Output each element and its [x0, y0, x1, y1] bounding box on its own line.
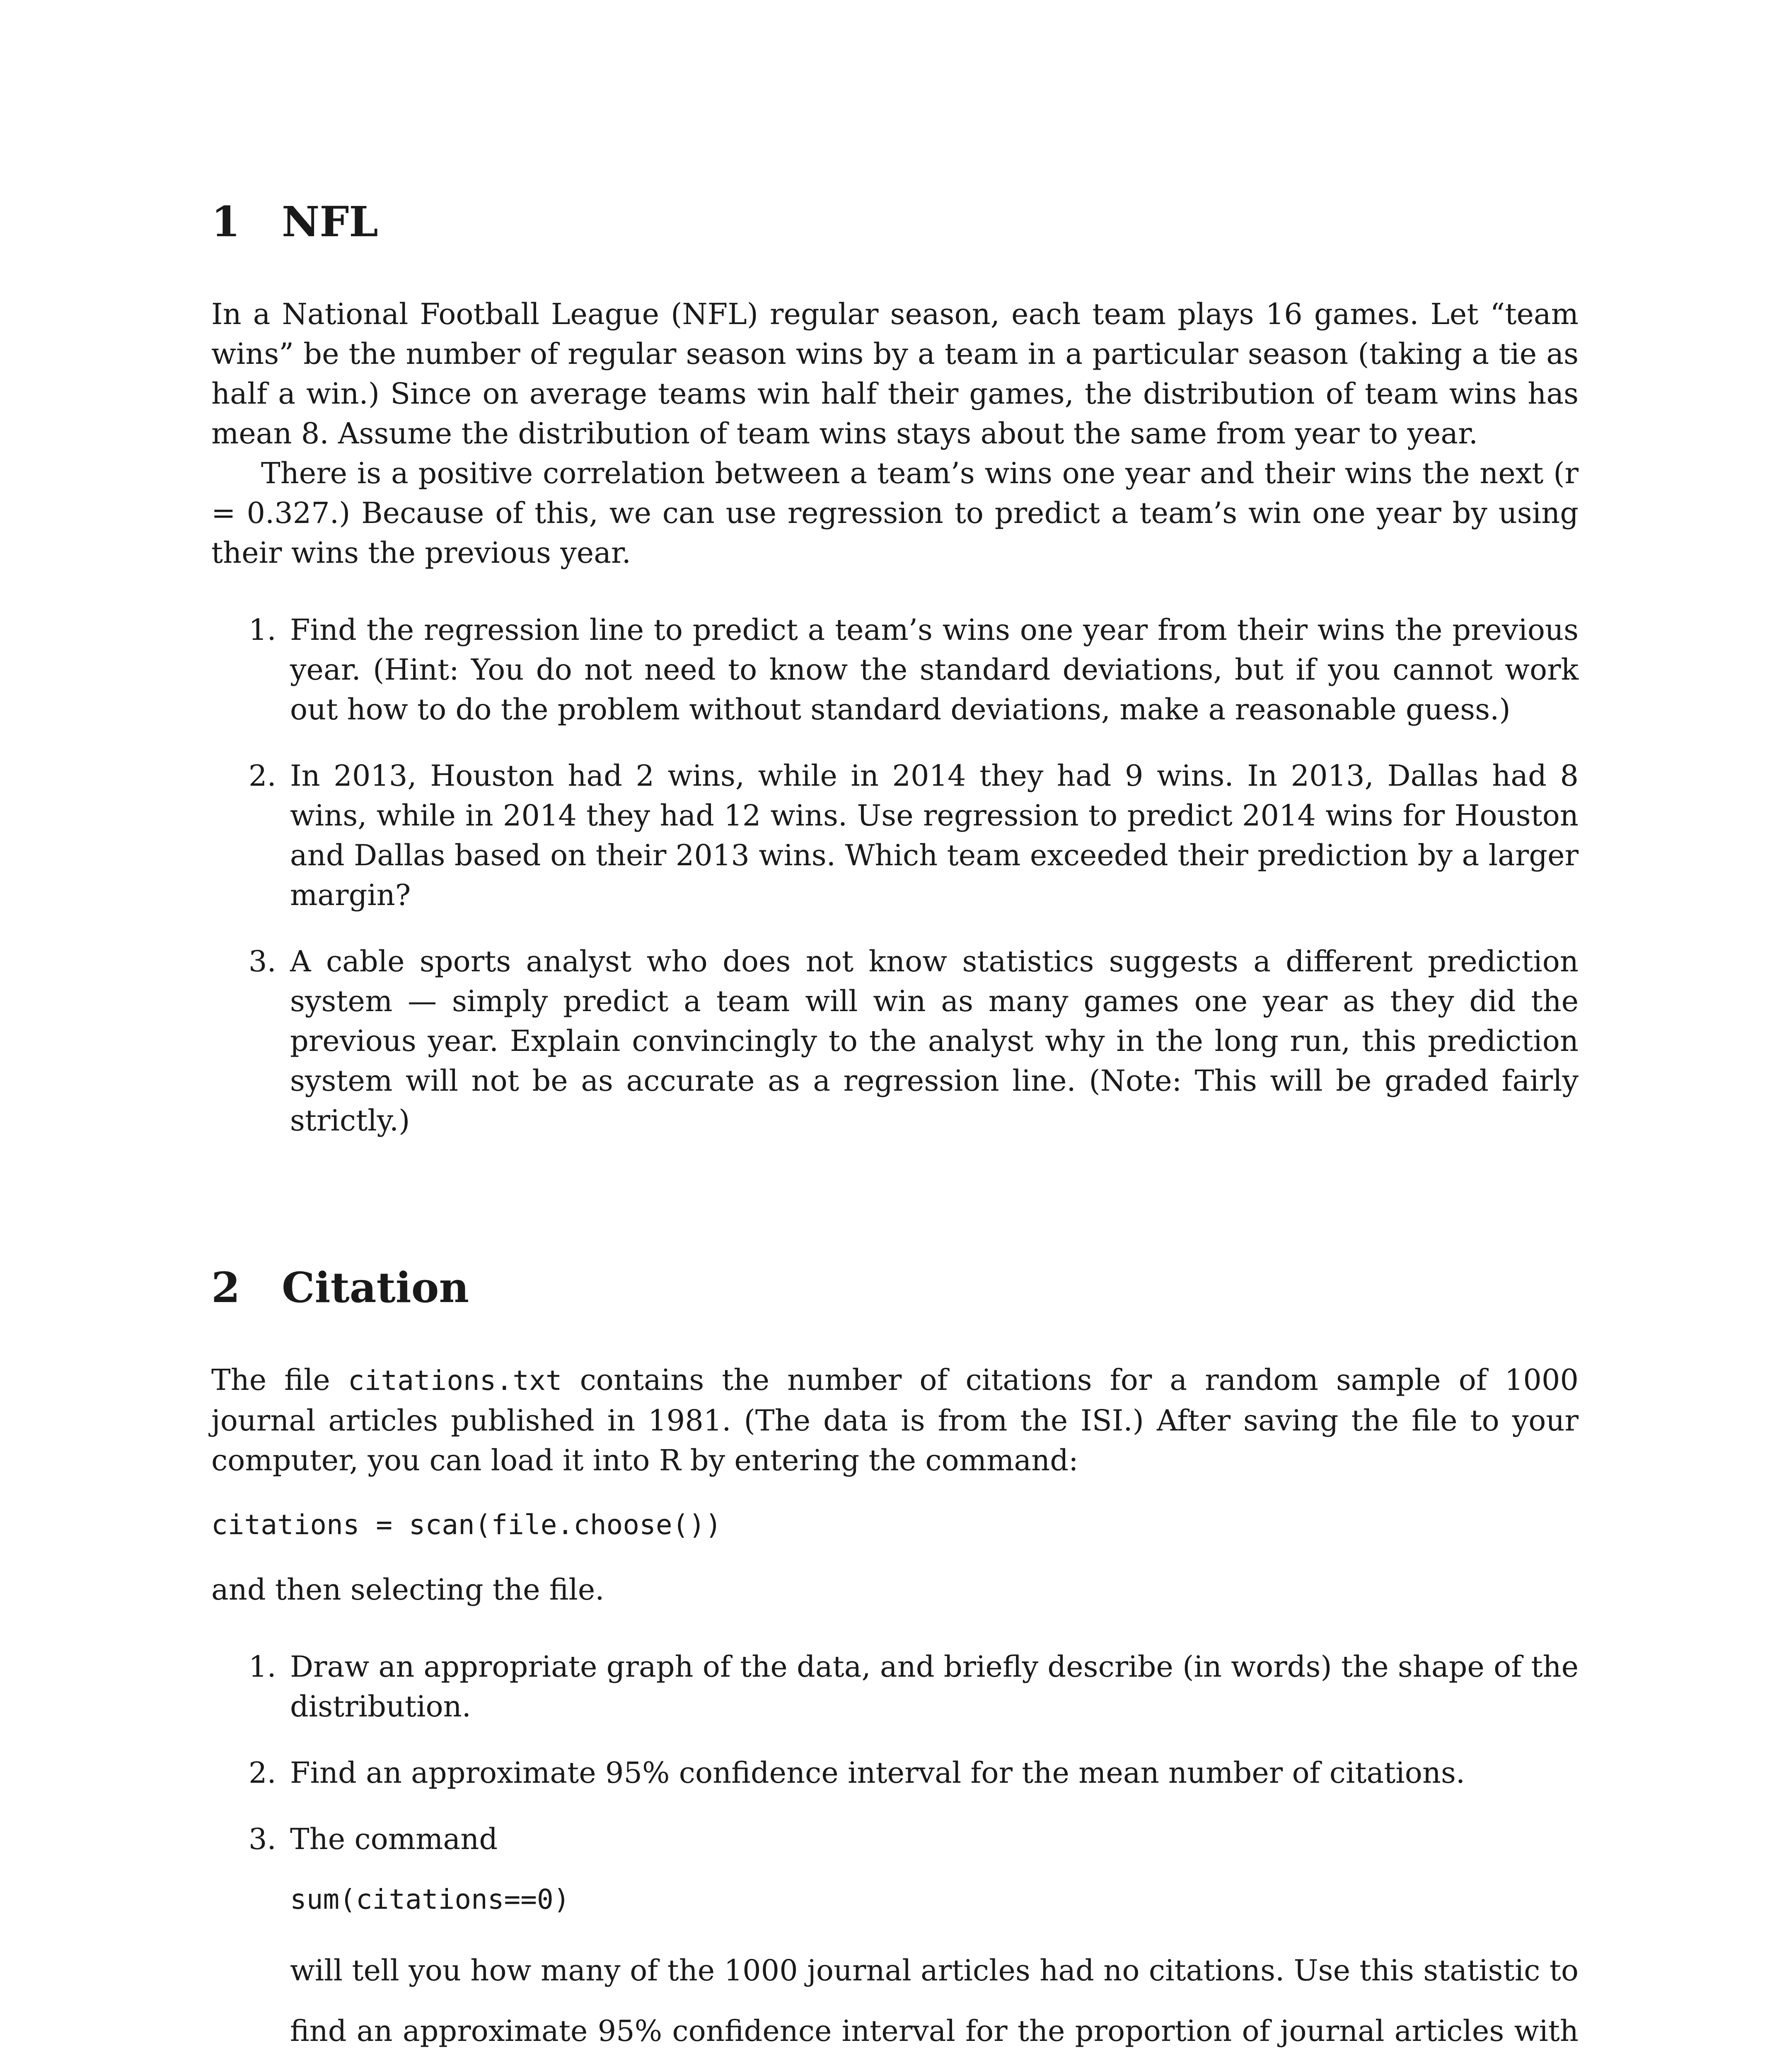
list-marker: 3.	[249, 1822, 276, 1856]
question-text: In 2013, Houston had 2 wins, while in 2014 they had 9 wins. In 2013, Dallas had 8 wins, while in 2014 they had 12 wins. Use regression to predict 2014 wins for Houston and Dallas based on their 2013 wins. Which team exceeded their prediction by a larger margin?	[290, 759, 1579, 912]
filename-code: citations.txt	[348, 1365, 562, 1397]
section-1-question-list	[211, 610, 1579, 1140]
section-2-paragraph-1	[211, 1360, 1579, 1480]
list-marker: 3.	[249, 944, 276, 978]
section-2-paragraph-2: and then selecting the file.	[211, 1573, 604, 1607]
section-2-title: Citation	[282, 1263, 469, 1312]
r-command-code: citations = scan(file.choose())	[211, 1509, 722, 1541]
list-marker: 1.	[249, 613, 276, 647]
question-text: Find the regression line to predict a team’s wins one year from their wins the previous year. (Hint: You do not need to know the standard deviations, but if you cannot work out how to do the problem without standard deviations, make a reasonable guess.)	[290, 613, 1579, 726]
question-text: Find an approximate 95% confidence interval for the mean number of citations.	[290, 1756, 1465, 1790]
list-marker: 2.	[249, 759, 276, 793]
question-text-continued: will tell you how many of the 1000 journal articles had no citations. Use this statistic to find an approximate 95% confidence interval for the proportion of journal articles with	[290, 1953, 1579, 2048]
question-text: Draw an appropriate graph of the data, and briefly describe (in words) the shape of the distribution.	[290, 1650, 1579, 1723]
section-2-question-3	[211, 1819, 1579, 2072]
section-2-question-2	[211, 1753, 1579, 1793]
section-2-question-1	[211, 1647, 1579, 1726]
sum-command-code: sum(citations==0)	[290, 1883, 570, 1915]
section-2-heading	[211, 1265, 1579, 1310]
section-1-question-1	[211, 610, 1579, 729]
section-1-paragraph-1: In a National Football League (NFL) regular season, each team plays 16 games. Let “team wins” be the number of regular season wins by a team in a particular season (taking a tie as half a win.) Since on average teams win half their games, the distribution of team wins has mean 8. Assume the distribution of team wins stays about the same from year to year.	[211, 297, 1579, 450]
section-1-number: 1	[211, 197, 240, 246]
list-marker: 1.	[249, 1650, 276, 1684]
paragraph-text-before: The file	[211, 1363, 348, 1397]
section-1-question-2	[211, 756, 1579, 915]
list-marker: 2.	[249, 1756, 276, 1790]
section-1-heading	[211, 199, 1579, 244]
question-text: The command	[290, 1822, 498, 1856]
section-1-title: NFL	[282, 197, 378, 246]
document-page	[211, 199, 1579, 2072]
section-1-paragraph-2: There is a positive correlation between a team’s wins one year and their wins the next (r = 0.327.) Because of this, we can use regression to predict a team’s win one year by using their wins the previous year.	[211, 456, 1579, 570]
section-2-number: 2	[211, 1263, 240, 1312]
question-text: A cable sports analyst who does not know statistics suggests a different prediction system — simply predict a team will win as many games one year as they did the previous year. Explain convincingly to the analyst why in the long run, this prediction system will not be as accurate as a regression line. (Note: This will be graded fairly strictly.)	[290, 944, 1579, 1138]
section-1-question-3	[211, 942, 1579, 1140]
paragraph-text-after: contains the number of citations for a random sample of 1000 journal articles published in 1981. (The data is from the ISI.) After saving the file to your computer, you can load it into R by entering the command:	[211, 1363, 1579, 1477]
section-2-question-list	[211, 1647, 1579, 2072]
